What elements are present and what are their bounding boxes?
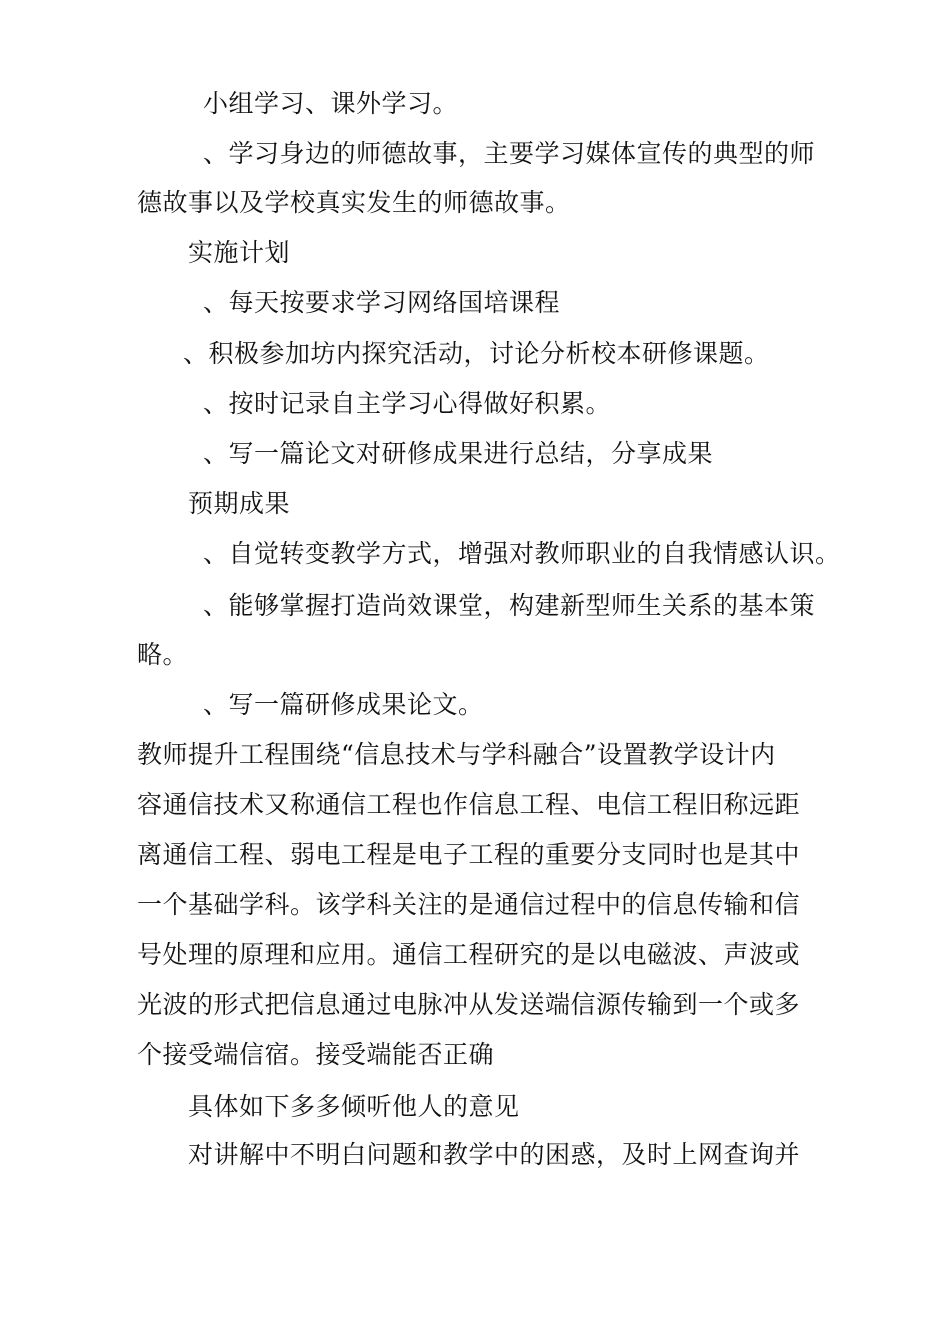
- text-line: 号处理的原理和应用。通信工程研究的是以电磁波、声波或: [137, 940, 801, 969]
- text-line: 、学习身边的师德故事，主要学习媒体宣传的典型的师: [203, 139, 816, 168]
- text-line: 、写一篇论文对研修成果进行总结，分享成果: [203, 439, 714, 468]
- text-line: 略。: [137, 640, 189, 669]
- text-line: 、积极参加坊内探究活动，讨论分析校本研修课题。: [183, 339, 770, 368]
- text-line: 、每天按要求学习网络国培课程: [203, 288, 561, 317]
- text-line: 光波的形式把信息通过电脉冲从发送端信源传输到一个或多: [137, 990, 801, 1019]
- text-line: 、能够掌握打造尚效课堂，构建新型师生关系的基本策: [203, 591, 816, 620]
- text-line: 个接受端信宿。接受端能否正确: [137, 1040, 495, 1069]
- text-line: 对讲解中不明白问题和教学中的困惑，及时上网查询并: [188, 1140, 801, 1169]
- text-line: 小组学习、课外学习。: [203, 89, 459, 118]
- text-line: 德故事以及学校真实发生的师德故事。: [137, 188, 571, 217]
- text-line: 一个基础学科。该学科关注的是通信过程中的信息传输和信: [137, 890, 801, 919]
- text-line: 、写一篇研修成果论文。: [203, 690, 484, 719]
- text-line: 容通信技术又称通信工程也作信息工程、电信工程旧称远距: [137, 790, 801, 819]
- section-heading: 实施计划: [188, 238, 291, 267]
- text-line: 离通信工程、弱电工程是电子工程的重要分支同时也是其中: [137, 840, 801, 869]
- text-line: 、自觉转变教学方式，增强对教师职业的自我情感认识。: [203, 539, 841, 568]
- text-line: 具体如下多多倾听他人的意见: [188, 1092, 520, 1121]
- text-line: 教师提升工程围绕“信息技术与学科融合”设置教学设计内: [137, 740, 776, 769]
- section-heading: 预期成果: [188, 489, 291, 518]
- text-line: 、按时记录自主学习心得做好积累。: [203, 389, 612, 418]
